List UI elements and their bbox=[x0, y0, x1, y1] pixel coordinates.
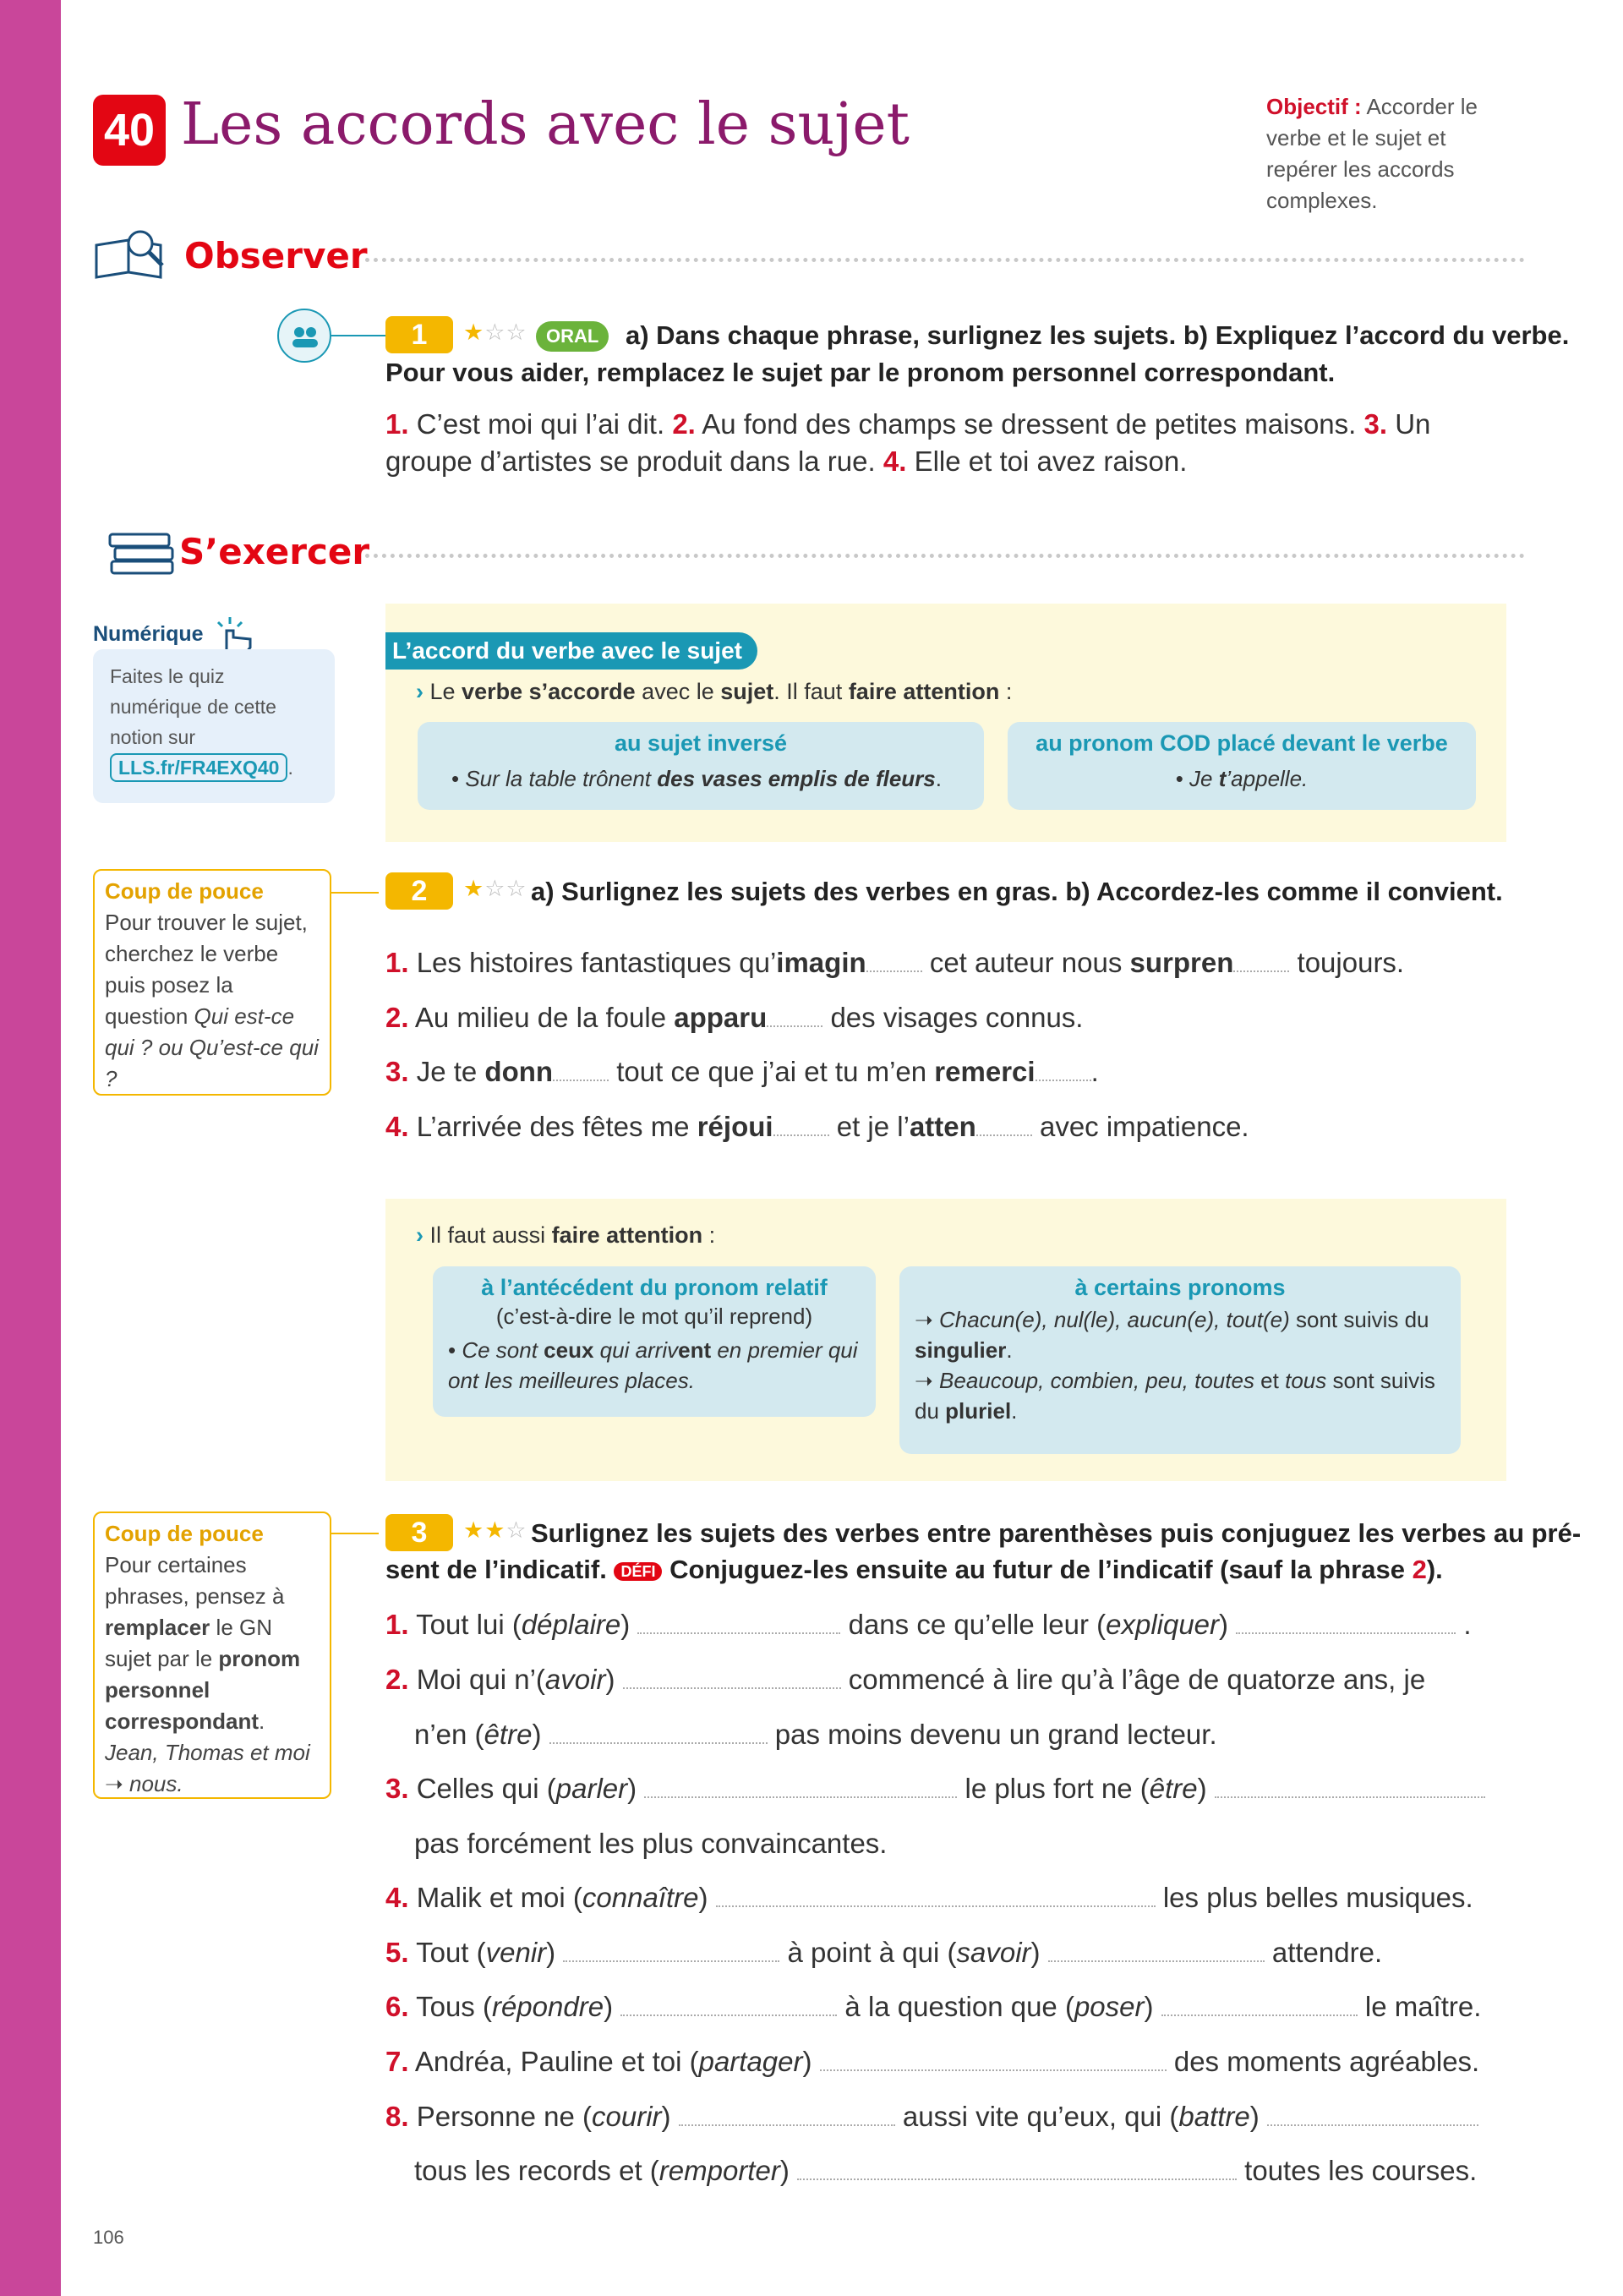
tip-connector bbox=[331, 892, 379, 894]
exercise-1-instruction-2: Pour vous aider, remplacez le sujet par le pronom personnel correspondant. bbox=[385, 358, 1336, 387]
connector-line bbox=[331, 335, 389, 336]
answer-blank[interactable] bbox=[1215, 1793, 1485, 1798]
exercise-3-line-6: 6. Tous (répondre) à la question que (poser) le maître. bbox=[385, 1991, 1482, 2022]
exercise-2-number: 2 bbox=[385, 872, 453, 910]
answer-blank[interactable] bbox=[797, 2175, 1237, 2180]
tip-box-1: Coup de pouce Pour trouver le sujet, cherchez le verbe puis posez la question Qui est-ce qui ? ou Qu’est-ce qui ? bbox=[93, 869, 331, 1096]
answer-blank[interactable] bbox=[553, 1076, 609, 1081]
exercise-2-line-1: 1. Les histoires fantastiques qu’imagin cet auteur nous surpren toujours. bbox=[385, 947, 1405, 978]
exercise-2-instruction: a) Surlignez les sujets des verbes en gras. b) Accordez-les comme il convient. bbox=[531, 877, 1503, 906]
exercise-3-instruction-2: sent de l’indicatif. DÉFI Conjuguez-les ensuite au futur de l’indicatif (sauf la phrase 2). bbox=[385, 1555, 1443, 1584]
difficulty-stars: ★☆☆ bbox=[463, 876, 527, 901]
exercise-3-line-1: 1. Tout lui (déplaire) dans ce qu’elle leur (expliquer) . bbox=[385, 1609, 1472, 1640]
rule-case-cod-pronoun: au pronom COD placé devant le verbe • Je t’appelle. bbox=[1008, 722, 1476, 810]
exercise-1-sentences: 1. C’est moi qui l’ai dit. 2. Au fond des champs se dressent de petites maisons. 3. Un groupe d’artistes se produit dans la rue. 4. Elle et toi avez raison. bbox=[385, 408, 1431, 477]
answer-blank[interactable] bbox=[820, 2066, 1167, 2071]
rule-case-inverted-subject: au sujet inversé • Sur la table trônent des vases emplis de fleurs. bbox=[418, 722, 984, 810]
rule-case-relative-antecedent: à l’antécédent du pronom relatif (c’est-à-dire le mot qu’il reprend) • Ce sont ceux qui arrivent en premier qui ont les meilleures places. bbox=[433, 1266, 876, 1417]
section-divider bbox=[365, 258, 1525, 262]
books-icon bbox=[108, 524, 179, 578]
section-divider bbox=[365, 554, 1525, 558]
answer-blank[interactable] bbox=[1267, 2121, 1478, 2126]
answer-blank[interactable] bbox=[767, 1022, 822, 1027]
tip-box-2: Coup de pouce Pour certaines phrases, pensez à remplacer le GN sujet par le pronom personnel correspondant. Jean, Thomas et moi ➝ nous. bbox=[93, 1512, 331, 1799]
quiz-link[interactable]: LLS.fr/FR4EXQ40 bbox=[110, 753, 287, 782]
lesson-title: Les accords avec le sujet bbox=[181, 91, 910, 158]
exercise-2-line-3: 3. Je te donn tout ce que j’ai et tu m’en remerci . bbox=[385, 1056, 1099, 1087]
answer-blank[interactable] bbox=[644, 1793, 957, 1798]
answer-blank[interactable] bbox=[620, 2011, 837, 2016]
exercise-3-line-5: 5. Tout (venir) à point à qui (savoir) attendre. bbox=[385, 1937, 1383, 1968]
rule-2-intro: › Il faut aussi faire attention : bbox=[416, 1222, 716, 1248]
left-color-band bbox=[0, 0, 61, 2296]
difficulty-stars: ★☆☆ bbox=[463, 320, 527, 345]
rule-case-certain-pronouns: à certains pronoms ➝ Chacun(e), nul(le), aucun(e), tout(e) sont suivis du singulier. ➝ Beaucoup, combien, peu, toutes et tous sont suivis du pluriel. bbox=[899, 1266, 1461, 1454]
exercise-2-line-4: 4. L’arrivée des fêtes me réjoui et je l’atten avec impatience. bbox=[385, 1111, 1249, 1142]
answer-blank[interactable] bbox=[1048, 1957, 1265, 1962]
page-number: 106 bbox=[93, 2227, 124, 2248]
exercise-3-line-2b: n’en (être) pas moins devenu un grand lecteur. bbox=[414, 1719, 1217, 1750]
exercise-3-line-3: 3. Celles qui (parler) le plus fort ne (être) bbox=[385, 1768, 1485, 1809]
numerique-box: Faites le quiz numérique de cette notion sur LLS.fr/FR4EXQ40 . bbox=[93, 649, 335, 803]
answer-blank[interactable] bbox=[549, 1739, 768, 1744]
exercise-3-line-4: 4. Malik et moi (connaître) les plus belles musiques. bbox=[385, 1882, 1473, 1913]
difficulty-stars: ★★☆ bbox=[463, 1517, 527, 1543]
group-work-icon bbox=[277, 309, 331, 363]
answer-blank[interactable] bbox=[623, 1684, 841, 1689]
section-observer: Observer bbox=[184, 235, 368, 276]
lesson-number: 40 bbox=[93, 95, 166, 166]
exercise-1-number: 1 bbox=[385, 316, 453, 353]
tip-connector bbox=[331, 1533, 379, 1534]
answer-blank[interactable] bbox=[773, 1131, 829, 1136]
section-sexercer: S’exercer bbox=[179, 531, 370, 572]
answer-blank[interactable] bbox=[716, 1902, 1156, 1907]
exercise-1-instruction: a) Dans chaque phrase, surlignez les sujets. b) Expliquez l’accord du verbe. bbox=[626, 320, 1570, 350]
answer-blank[interactable] bbox=[866, 967, 922, 972]
oral-badge: ORAL bbox=[536, 321, 609, 352]
exercise-3-line-7: 7. Andréa, Pauline et toi (partager) des moments agréables. bbox=[385, 2046, 1480, 2077]
answer-blank[interactable] bbox=[1161, 2011, 1358, 2016]
exercise-3-number: 3 bbox=[385, 1514, 453, 1551]
rule-intro: › Le verbe s’accorde avec le sujet. Il faut faire attention : bbox=[416, 679, 1013, 704]
exercise-3-line-8: 8. Personne ne (courir) aussi vite qu’eux, qui (battre) bbox=[385, 2096, 1478, 2137]
answer-blank[interactable] bbox=[563, 1957, 779, 1962]
exercise-3-line-3b: pas forcément les plus convaincantes. bbox=[414, 1828, 888, 1859]
exercise-3-instruction: Surlignez les sujets des verbes entre parenthèses puis conjuguez les verbes au pré- bbox=[531, 1518, 1582, 1548]
exercise-3-line-8b: tous les records et (remporter) toutes les courses. bbox=[414, 2155, 1478, 2186]
answer-blank[interactable] bbox=[679, 2121, 895, 2126]
answer-blank[interactable] bbox=[1236, 1629, 1456, 1634]
magnifier-book-icon bbox=[91, 228, 176, 281]
answer-blank[interactable] bbox=[1233, 967, 1289, 972]
defi-badge: DÉFI bbox=[614, 1562, 662, 1581]
numerique-label: Numérique bbox=[93, 622, 204, 646]
answer-blank[interactable] bbox=[976, 1131, 1032, 1136]
rule-title: L’accord du verbe avec le sujet bbox=[385, 632, 757, 670]
exercise-3-line-2: 2. Moi qui n’(avoir) commencé à lire qu’à l’âge de quatorze ans, je bbox=[385, 1664, 1426, 1695]
answer-blank[interactable] bbox=[637, 1629, 840, 1634]
answer-blank[interactable] bbox=[1036, 1076, 1091, 1081]
objective: Objectif : Accorder le verbe et le sujet et repérer les accords complexes. bbox=[1266, 94, 1478, 213]
exercise-2-line-2: 2. Au milieu de la foule apparu des visages connus. bbox=[385, 1002, 1084, 1033]
